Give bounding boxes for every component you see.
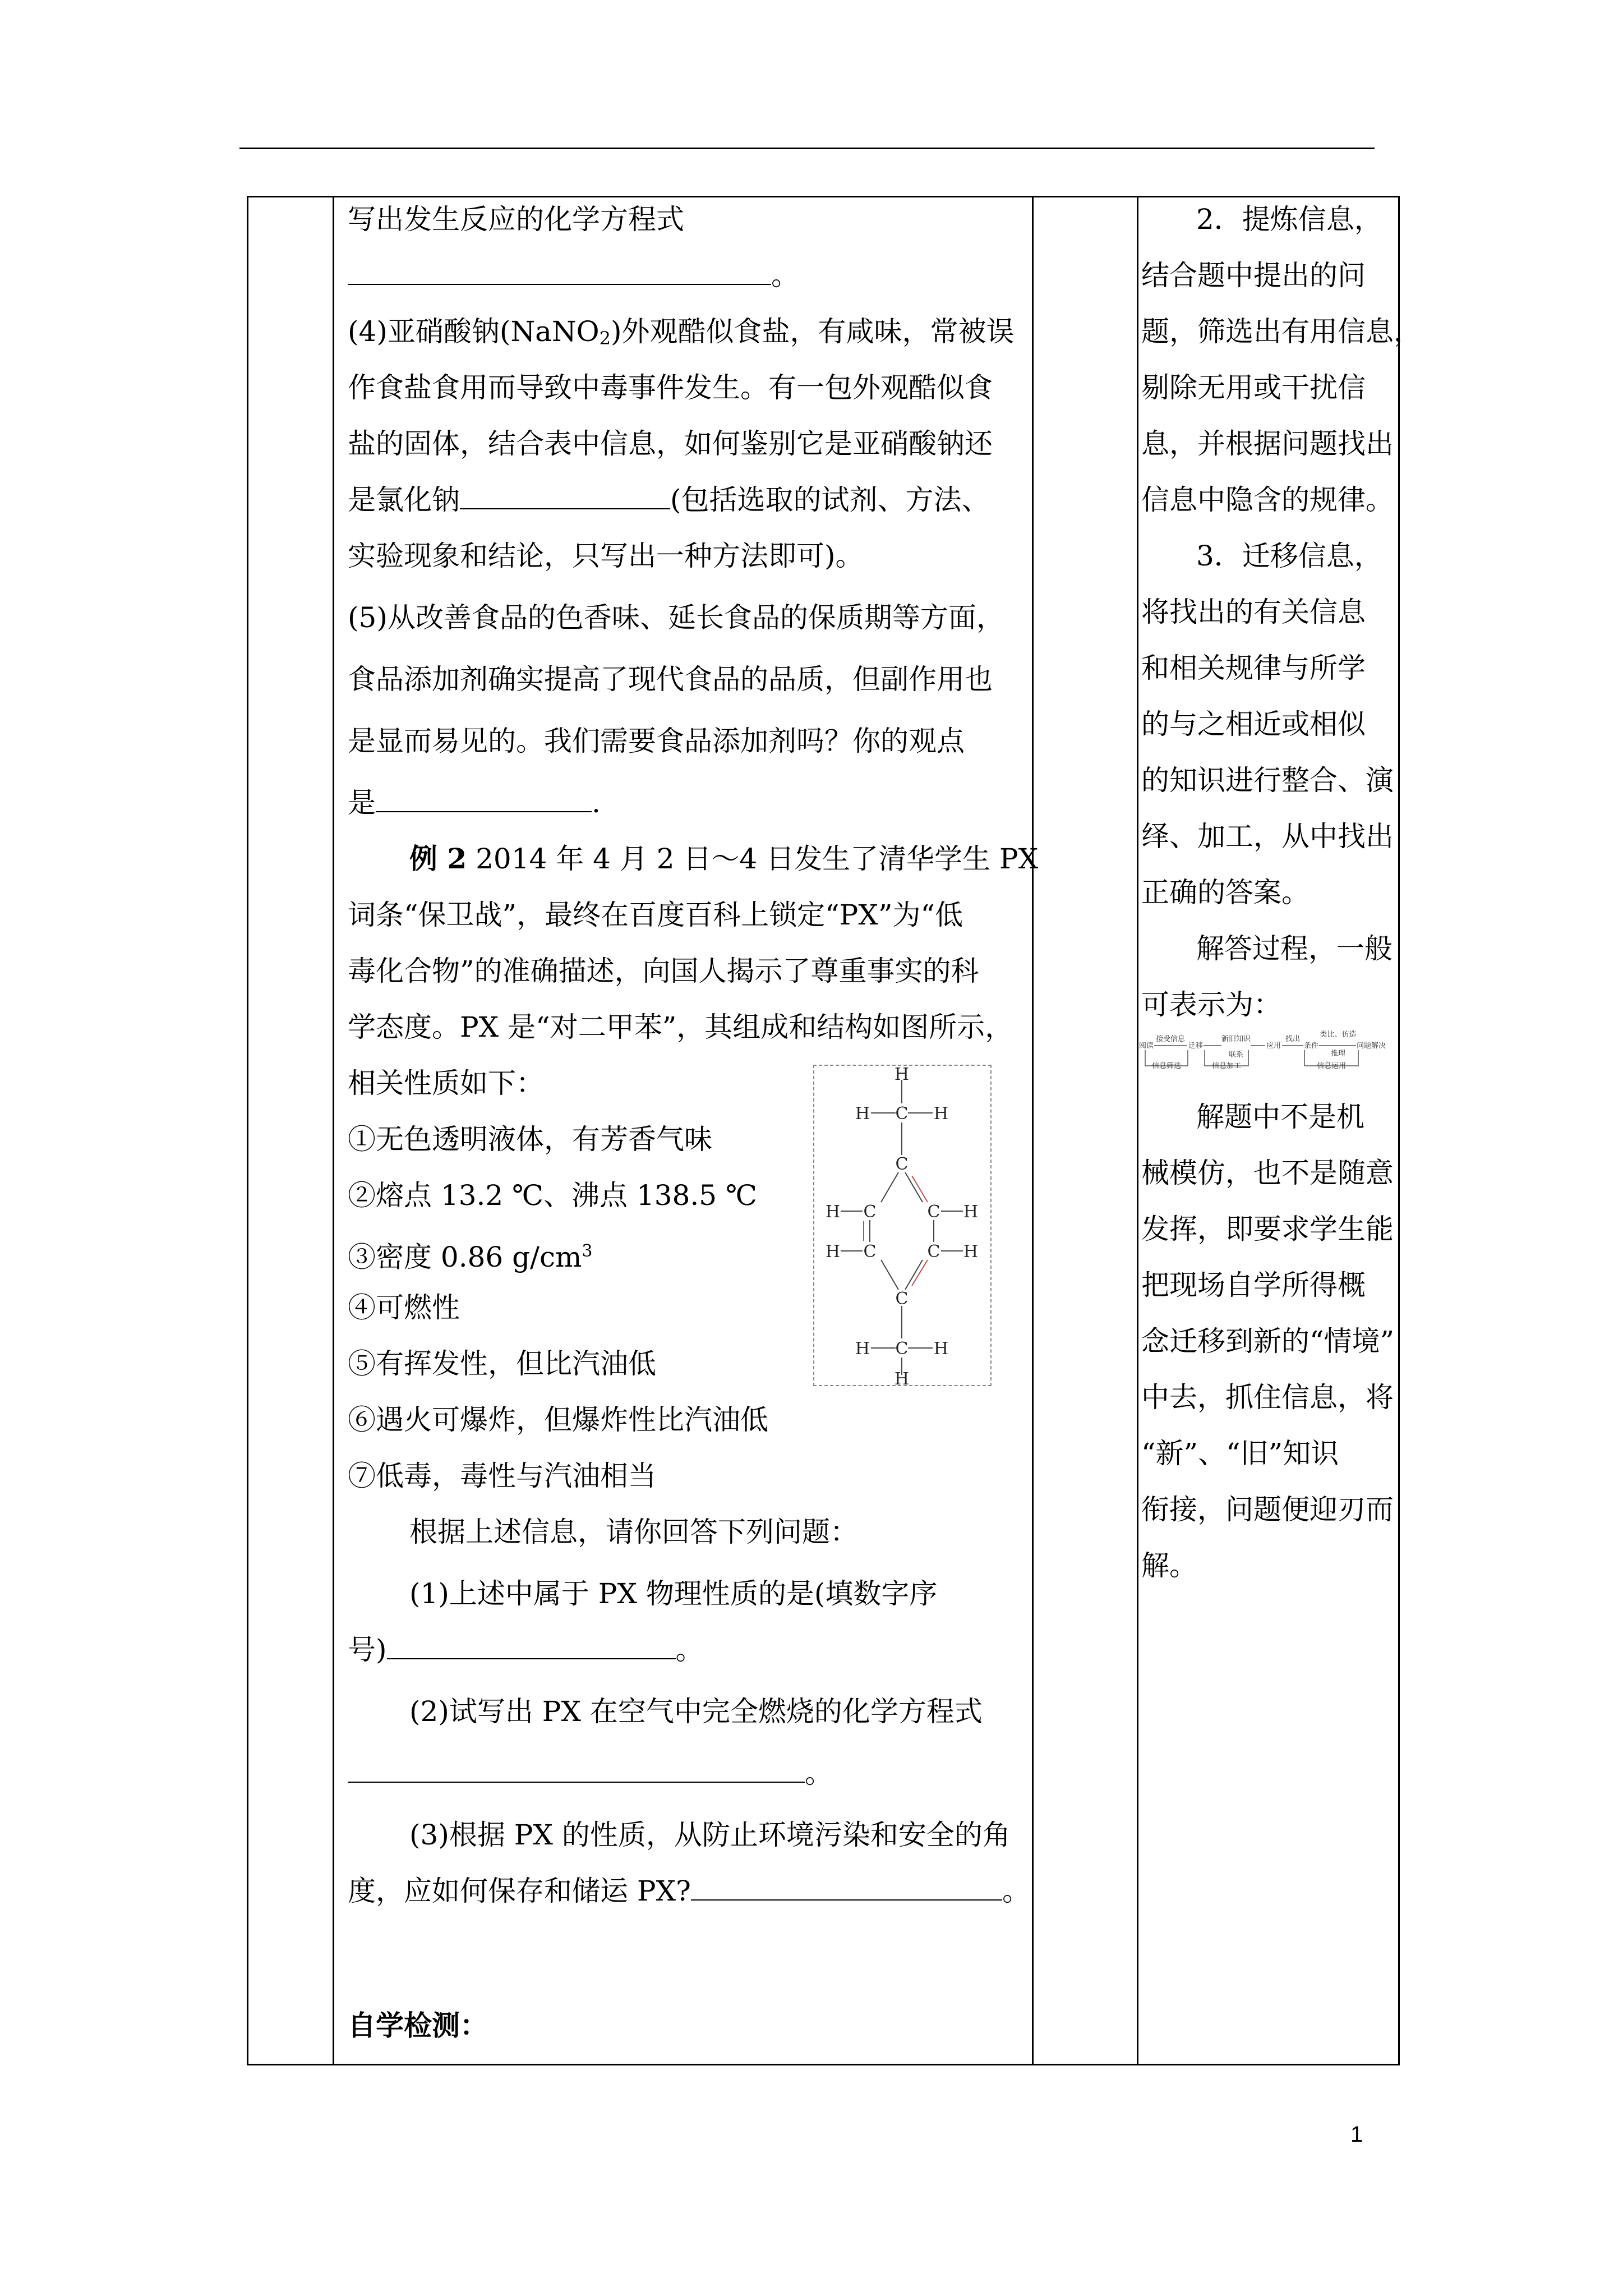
text-line: 根据上述信息，请你回答下列问题： [409,1516,858,1548]
text-line: 毒化合物”的准确描述，向国人揭示了尊重事实的科 [348,955,979,987]
atom-label: H [894,1066,910,1084]
atom-label: C [895,1289,909,1309]
flow-label: 信息加工 [1211,1062,1242,1070]
note-line: 将找出的有关信息 [1141,596,1366,628]
note-line: 和相关规律与所学 [1141,652,1366,684]
answer-line: 。 [348,1756,833,1791]
px-structure-figure [813,1065,992,1386]
note-line: 3．迁移信息， [1196,540,1382,572]
note-line: 题，筛选出有用信息， [1141,315,1422,348]
property-item: ⑦低毒，毒性与汽油相当 [348,1460,656,1492]
flow-label: 推理 [1330,1050,1346,1058]
flow-label: 信息运用 [1316,1062,1347,1070]
note-line: 绎、加工，从中找出 [1141,820,1394,853]
note-line: 械模仿，也不是随意 [1141,1157,1394,1189]
atom-label: H [855,1339,870,1359]
flow-label: 条件 [1303,1042,1319,1050]
atom-label: H [855,1104,870,1124]
answer-line: 。 [348,258,799,293]
flow-label: 迁移 [1188,1042,1204,1050]
text-line: 作食盐食用而导致中毒事件发生。有一包外观酷似食 [348,371,993,404]
text-line: (4)亚硝酸钠(NaNO$_2$)外观酷似食盐，有咸味，常被误 [348,315,1015,349]
flow-label: 接受信息 [1155,1035,1186,1043]
text-line: 写出发生反应的化学方程式 [348,203,684,236]
atom-label: C [927,1202,940,1222]
flow-label: 信息筛选 [1151,1062,1182,1070]
column-divider [1032,197,1034,2064]
process-flow-svg [1138,1020,1386,1082]
atom-label: C [863,1202,877,1222]
property-item: ④可燃性 [348,1291,460,1324]
text-line: 实验现象和结论，只写出一种方法即可)。 [348,540,864,572]
atom-label: H [825,1242,841,1262]
atom-label: H [825,1202,841,1222]
section-heading: 自学检测： [348,2009,488,2042]
answer-line: 度，应如何保存和储运 PX? 。 [348,1875,1030,1907]
note-line: 衔接，问题便迎刃而 [1141,1493,1394,1526]
px-structure-diagram [814,1066,990,1385]
answer-blank[interactable] [387,1634,676,1659]
text-line: (5)从改善食品的色香味、延长食品的保质期等方面， [348,601,1004,634]
note-line: 解答过程，一般 [1196,932,1393,965]
property-item: ⑥遇火可爆炸，但爆炸性比汽油低 [348,1404,768,1436]
atom-label: C [895,1339,909,1359]
answer-blank[interactable] [348,1757,805,1783]
answer-blank[interactable] [348,259,771,285]
text-line: 相关性质如下： [348,1067,544,1099]
note-line: 中去，抓住信息，将 [1141,1381,1394,1414]
property-item: ①无色透明液体，有芳香气味 [348,1123,712,1156]
answer-line: 号) 。 [348,1634,704,1666]
answer-blank[interactable] [691,1875,1002,1901]
atom-label: H [963,1242,979,1262]
note-line: 解。 [1141,1549,1197,1582]
answer-blank[interactable] [376,786,592,812]
note-line: 结合题中提出的问 [1141,259,1366,292]
note-line: 息，并根据问题找出 [1141,427,1394,460]
text-line: 盐的固体，结合表中信息，如何鉴别它是亚硝酸钠还 [348,427,993,460]
note-line: 发挥，即要求学生能 [1141,1213,1394,1245]
note-line: 解题中不是机 [1196,1101,1364,1133]
text-line: 食品添加剂确实提高了现代食品的品质，但副作用也 [348,663,993,696]
column-divider [333,197,334,2064]
atom-label: C [863,1242,877,1262]
flow-label: 找出 [1285,1035,1301,1043]
answer-line: 是 . [348,786,601,819]
note-line: 2．提炼信息， [1196,203,1382,236]
text-line: 学态度。PX 是“对二甲苯”，其组成和结构如图所示， [348,1011,1013,1043]
example-heading: 例 2 2014 年 4 月 2 日～4 日发生了清华学生 PX [409,842,1039,875]
flow-label: 阅读 [1138,1042,1154,1050]
note-line: 信息中隐含的规律。 [1141,484,1394,516]
process-flow-diagram [1138,1020,1386,1082]
text-line: 词条“保卫战”，最终在百度百科上锁定“PX”为“低 [348,899,963,931]
note-line: 把现场自学所得概 [1141,1269,1366,1301]
atom-label: C [927,1242,940,1262]
atom-label: C [895,1104,909,1124]
atom-label: C [895,1154,909,1174]
atom-label: H [933,1104,949,1124]
atom-label: H [963,1202,979,1222]
note-line: “新”、“旧”知识 [1141,1437,1339,1470]
note-line: 正确的答案。 [1141,876,1310,909]
question-line: (1)上述中属于 PX 物理性质的是(填数字序 [409,1577,938,1610]
atom-label: H [894,1369,910,1385]
property-item: ②熔点 13.2 ℃、沸点 138.5 ℃ [348,1179,757,1212]
answer-blank[interactable] [460,484,670,509]
text-line: 是氯化钠 (包括选取的试剂、方法、 [348,484,990,516]
atom-label: H [933,1339,949,1359]
header-rule [239,148,1375,149]
flow-label: 类比、仿造 [1320,1030,1357,1039]
flow-label: 问题解决 [1356,1042,1386,1050]
note-line: 剔除无用或干扰信 [1141,371,1366,404]
question-line: (3)根据 PX 的性质，从防止环境污染和安全的角 [409,1819,1011,1851]
note-line: 的知识进行整合、演 [1141,764,1394,797]
note-line: 念迁移到新的“情境” [1141,1325,1395,1358]
flow-label: 联系 [1228,1051,1244,1059]
page-number: 1 [1350,2122,1363,2147]
flow-label: 应用 [1266,1042,1281,1050]
flow-label: 新旧知识 [1221,1035,1251,1043]
property-item: ③密度 0.86 $g/cm^3$ [348,1241,593,1273]
note-line: 的与之相近或相似 [1141,708,1366,740]
note-line: 可表示为： [1141,988,1281,1021]
text-line: 是显而易见的。我们需要食品添加剂吗？你的观点 [348,725,965,757]
question-line: (2)试写出 PX 在空气中完全燃烧的化学方程式 [409,1695,983,1728]
property-item: ⑤有挥发性，但比汽油低 [348,1347,656,1380]
column-divider [1137,197,1138,2064]
